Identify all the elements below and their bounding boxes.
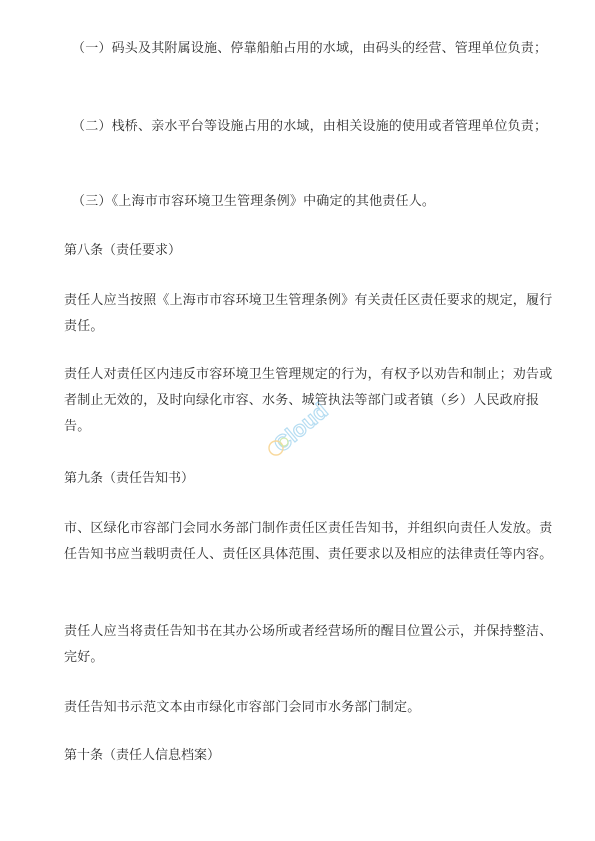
paragraph-item-8: 市、区绿化市容部门会同水务部门制作责任区责任告知书，并组织向责任人发放。责任告知书应当载明责任人、责任区具体范围、责任要求以及相应的法律责任等内容。 (64, 521, 553, 562)
paragraph-item-5: 责任人应当按照《上海市市容环境卫生管理条例》有关责任区责任要求的规定，履行责任。 (64, 293, 553, 334)
paragraph-item-9: 责任人应当将责任告知书在其办公场所或者经营场所的醒目位置公示，并保持整洁、完好。 (64, 624, 553, 665)
paragraph-item-1: （一）码头及其附属设施、停靠船舶占用的水域，由码头的经营、管理单位负责； (72, 41, 548, 56)
article-8-heading: 第八条（责任要求） (64, 243, 182, 258)
article-10-heading: 第十条（责任人信息档案） (64, 748, 221, 763)
article-9-heading: 第九条（责任告知书） (64, 471, 195, 486)
paragraph-item-3: （三）《上海市市容环境卫生管理条例》中确定的其他责任人。 (72, 194, 436, 209)
paragraph-item-2: （二）栈桥、亲水平台等设施占用的水域，由相关设施的使用或者管理单位负责； (72, 119, 548, 134)
paragraph-item-6: 责任人对责任区内违反市容环境卫生管理规定的行为，有权予以劝告和制止；劝告或者制止无效的，及时向绿化市容、水务、城管执法等部门或者镇（乡）人民政府报告。 (64, 367, 553, 434)
paragraph-item-10: 责任告知书示范文本由市绿化市容部门会同市水务部门制定。 (64, 700, 421, 715)
watermark-text: Cloud (268, 397, 333, 458)
cloud-watermark-icon (262, 382, 346, 466)
